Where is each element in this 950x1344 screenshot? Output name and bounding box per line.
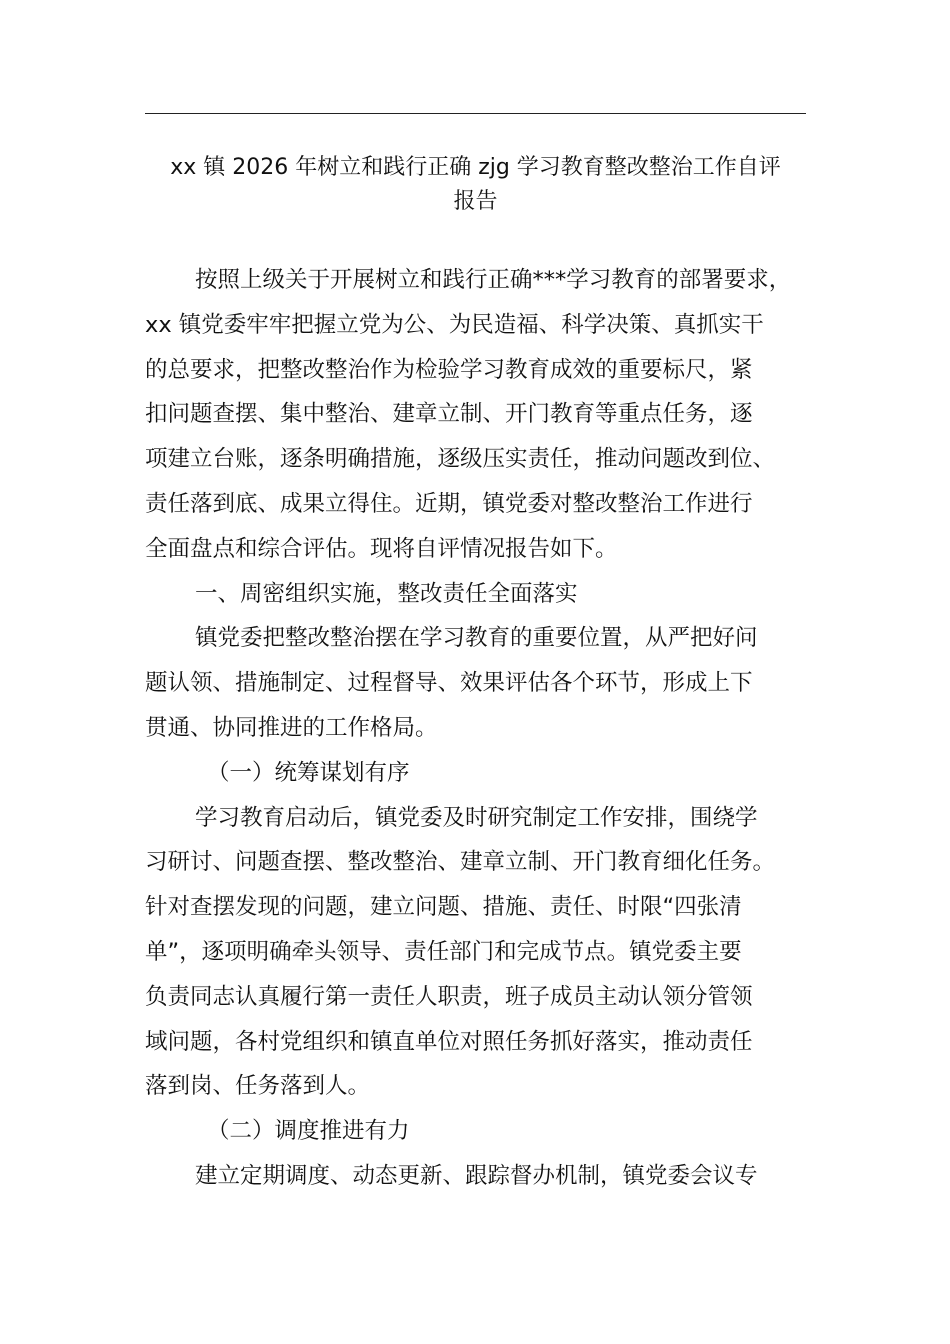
paragraph-line: 项建立台账，逐条明确措施，逐级压实责任，推动问题改到位、 (145, 446, 776, 473)
paragraph-line: 扣问题查摆、集中整治、建章立制、开门教育等重点任务，逐 (145, 401, 753, 428)
subsection-paragraph (145, 1154, 820, 1199)
document-body (145, 258, 820, 1199)
paragraph-line: 学习教育启动后，镇党委及时研究制定工作安排，围绕学 (195, 804, 758, 831)
paragraph-line: 建立定期调度、动态更新、跟踪督办机制，镇党委会议专 (195, 1162, 758, 1189)
paragraph-line: 贯通、协同推进的工作格局。 (145, 714, 438, 741)
paragraph-line: 的总要求，把整改整治作为检验学习教育成效的重要标尺，紧 (145, 356, 753, 383)
paragraph-line: 习研讨、问题查摆、整改整治、建章立制、开门教育细化任务。 (145, 849, 776, 876)
subsection-heading (145, 751, 820, 796)
paragraph-line: 针对查摆发现的问题，建立问题、措施、责任、时限“四张清 (145, 894, 742, 921)
paragraph-line: 落到岗、任务落到人。 (145, 1073, 371, 1100)
section-heading (145, 572, 820, 617)
paragraph-line: 全面盘点和综合评估。现将自评情况报告如下。 (145, 535, 618, 562)
subsection-paragraph (145, 796, 820, 1110)
paragraph-line: 责任落到底、成果立得住。近期，镇党委对整改整治工作进行 (145, 490, 753, 517)
paragraph-line: xx 镇党委牢牢把握立党为公、为民造福、科学决策、真抓实干 (145, 311, 764, 338)
paragraph-line: 域问题，各村党组织和镇直单位对照任务抓好落实，推动责任 (145, 1028, 753, 1055)
section-heading-text: 一、周密组织实施，整改责任全面落实 (195, 580, 578, 607)
intro-paragraph (145, 258, 820, 572)
subsection-heading (145, 1109, 820, 1154)
title-line: xx 镇 2026 年树立和践行正确 zjg 学习教育整改整治工作自评 (170, 155, 781, 180)
paragraph-line: 按照上级关于开展树立和践行正确***学习教育的部署要求， (195, 267, 792, 293)
subsection-heading-text: （二）调度推进有力 (207, 1118, 410, 1145)
subsection-heading-text: （一）统筹谋划有序 (207, 759, 410, 786)
paragraph-line: 题认领、措施制定、过程督导、效果评估各个环节，形成上下 (145, 670, 753, 697)
document-title (145, 151, 806, 219)
paragraph-line: 单”，逐项明确牵头领导、责任部门和完成节点。镇党委主要 (145, 938, 742, 965)
paragraph-line: 负责同志认真履行第一责任人职责，班子成员主动认领分管领 (145, 983, 753, 1010)
paragraph-line: 镇党委把整改整治摆在学习教育的重要位置，从严把好问 (195, 625, 758, 652)
section-paragraph (145, 616, 820, 750)
title-line: 报告 (453, 189, 498, 214)
header-rule (145, 113, 806, 114)
